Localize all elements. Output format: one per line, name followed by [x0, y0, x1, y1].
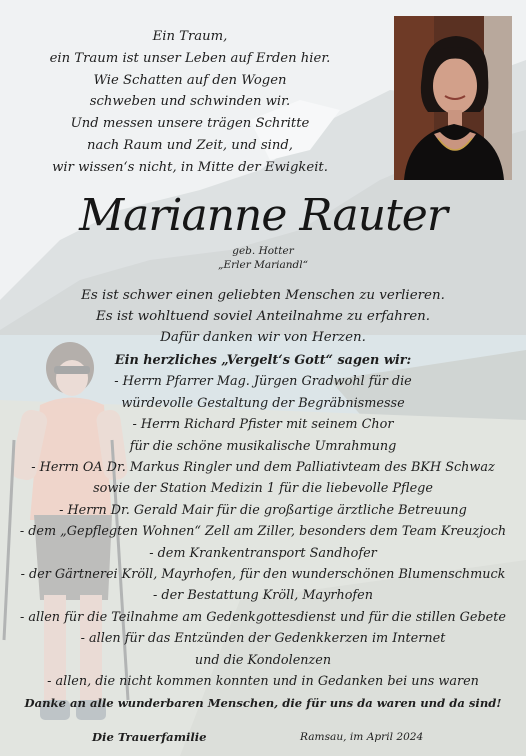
poem-line: ein Traum ist unser Leben auf Erden hier.: [49, 50, 331, 66]
closing-line: Danke an alle wunderbaren Menschen, die für uns da waren und da sind!: [24, 696, 502, 710]
poem-line: schweben und schwinden wir.: [89, 94, 291, 110]
thanks-heading: Ein herzliches „Vergelt‘s Gott“ sagen wir:: [114, 353, 412, 368]
poem-line: nach Raum und Zeit, und sind,: [87, 137, 293, 153]
maiden-line: geb. Hotter: [232, 245, 294, 257]
poem: [20, 26, 360, 179]
thanks-line: - der Gärtnerei Kröll, Mayrhofen, für den wunderschönen Blumenschmuck: [20, 567, 506, 583]
thanks-line: - dem „Gepflegten Wohnen“ Zell am Ziller, besonders dem Team Kreuzjoch: [19, 524, 507, 540]
thanks-line: - allen, die nicht kommen konnten und in Gedanken bei uns waren: [47, 674, 479, 690]
intro-line: Es ist wohltuend soviel Anteilnahme zu erfahren.: [95, 309, 431, 324]
thanks-line: - dem Krankentransport Sandhofer: [149, 545, 377, 561]
thanks-line: würdevolle Gestaltung der Begräbnismesse: [121, 395, 405, 411]
thanks-line: - Herrn OA Dr. Markus Ringler und dem Palliativteam des BKH Schwaz: [31, 460, 495, 476]
place-date: Ramsau, im April 2024: [300, 731, 424, 743]
poem-line: Ein Traum,: [152, 29, 228, 44]
thanks-line: - allen für die Teilnahme am Gedenkgottesdienst und für die stillen Gebete: [20, 609, 506, 625]
portrait-photo: [394, 16, 512, 180]
intro-text: [0, 285, 526, 348]
thanks-line: - Herrn Pfarrer Mag. Jürgen Gradwohl für die: [114, 374, 412, 390]
thanks-line: - der Bestattung Kröll, Mayrhofen: [153, 588, 373, 604]
thanks-line: - Herrn Dr. Gerald Mair für die großartige ärztliche Betreuung: [59, 502, 467, 518]
thanks-line: sowie der Station Medizin 1 für die liebevolle Pflege: [93, 481, 433, 497]
deceased-name: Marianne Rauter: [79, 190, 447, 241]
thanks-line: für die schöne musikalische Umrahmung: [129, 438, 397, 454]
thanks-list: [0, 350, 526, 693]
thanks-line: - allen für das Entzünden der Gedenkkerzen im Internet: [80, 631, 446, 647]
family-signature: Die Trauerfamilie: [92, 730, 207, 744]
poem-line: Wie Schatten auf den Wogen: [93, 72, 287, 88]
thanks-line: und die Kondolenzen: [194, 652, 332, 668]
thanks-line: - Herrn Richard Pfister mit seinem Chor: [132, 417, 394, 433]
maiden-name: [0, 244, 526, 272]
intro-line: Es ist schwer einen geliebten Menschen zu verlieren.: [81, 288, 445, 303]
nickname-line: „Erler Mariandl“: [218, 259, 308, 271]
poem-line: wir wissen‘s nicht, in Mitte der Ewigkeit.: [52, 159, 328, 175]
intro-line: Dafür danken wir von Herzen.: [160, 330, 366, 345]
poem-line: Und messen unsere trägen Schritte: [70, 116, 310, 132]
